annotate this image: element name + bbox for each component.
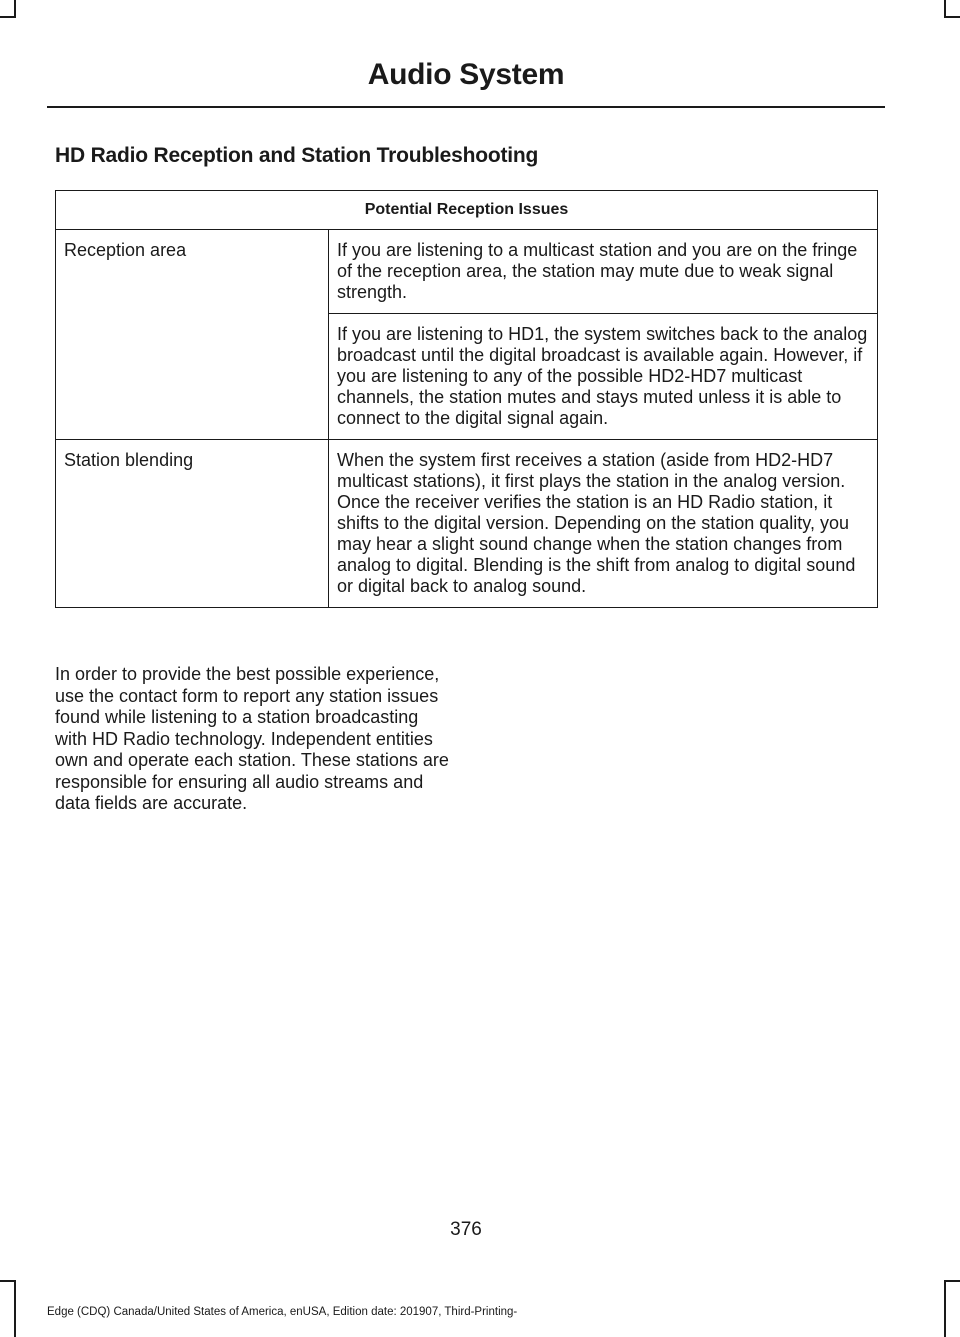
crop-mark-top-left [0, 16, 16, 18]
reception-issues-table [55, 190, 878, 608]
table-header-row [56, 191, 878, 230]
crop-mark-top-right [944, 0, 946, 16]
header-divider [47, 106, 885, 108]
table-cell-description: If you are listening to HD1, the system switches back to the analog broadcast until the digital broadcast is available again. However, if you are listening to any of the possible HD2-HD7 multicast channels, the station mutes and stays muted unless it is able to connect to the digital signal again. [329, 314, 878, 440]
crop-mark-top-left [14, 0, 16, 16]
section-heading: HD Radio Reception and Station Troubleshooting [55, 144, 539, 167]
page-number: 376 [450, 1219, 482, 1240]
table-cell-description: If you are listening to a multicast station and you are on the fringe of the reception area, the station may mute due to weak signal strength. [329, 230, 878, 314]
table-row [56, 230, 878, 314]
table-row [56, 440, 878, 608]
table-caption: Potential Reception Issues [56, 191, 878, 230]
body-paragraph: In order to provide the best possible experience, use the contact form to report any station issues found while listening to a station broadcasting with HD Radio technology. Independent entities own and operate each station. These stations are responsible for ensuring all audio streams and data fields are accurate. [55, 664, 449, 813]
table-cell-category [56, 314, 329, 440]
crop-mark-bottom-right [944, 1280, 946, 1337]
table-cell-category: Reception area [56, 230, 329, 314]
table-row [56, 314, 878, 440]
footer-edition-text: Edge (CDQ) Canada/United States of America, enUSA, Edition date: 201907, Third-Printing- [47, 1306, 518, 1318]
crop-mark-bottom-right [944, 1280, 960, 1282]
crop-mark-top-right [944, 16, 960, 18]
table-cell-description: When the system first receives a station (aside from HD2-HD7 multicast stations), it first plays the station in the analog version. Once the receiver verifies the station is an HD Radio station, it shifts to the digital version. Depending on the station quality, you may hear a slight sound change when the station changes from analog to digital. Blending is the shift from analog to digital sound or digital back to analog sound. [329, 440, 878, 608]
crop-mark-bottom-left [14, 1280, 16, 1337]
table-cell-category: Station blending [56, 440, 329, 608]
page-header-title: Audio System [367, 58, 565, 91]
